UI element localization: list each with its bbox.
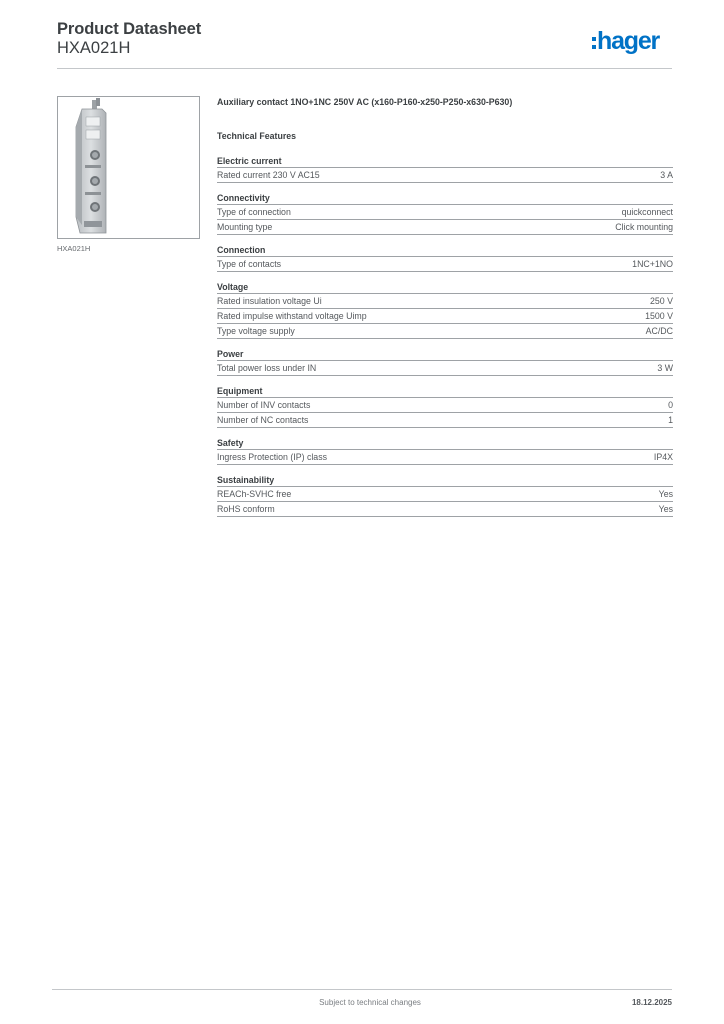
feature-section (217, 474, 673, 517)
feature-row (217, 309, 673, 324)
section-title: Equipment (217, 385, 673, 398)
document-title: Product Datasheet (57, 20, 202, 38)
feature-sections (217, 155, 673, 517)
section-title: Sustainability (217, 474, 673, 487)
feature-row (217, 257, 673, 272)
feature-label: Mounting type (217, 222, 273, 232)
section-title: Connectivity (217, 192, 673, 205)
feature-label: Type of contacts (217, 259, 282, 269)
feature-section (217, 281, 673, 339)
feature-section (217, 437, 673, 465)
feature-value: AC/DC (645, 326, 673, 336)
feature-value: Yes (658, 489, 673, 499)
feature-label: Ingress Protection (IP) class (217, 452, 327, 462)
feature-label: REACh-SVHC free (217, 489, 292, 499)
feature-value: 1500 V (645, 311, 673, 321)
feature-row (217, 450, 673, 465)
feature-row (217, 205, 673, 220)
feature-label: Rated current 230 V AC15 (217, 170, 320, 180)
feature-value: Yes (658, 504, 673, 514)
auxiliary-contact-image (58, 97, 199, 238)
feature-section (217, 348, 673, 376)
feature-section (217, 385, 673, 428)
product-image (57, 96, 200, 239)
feature-label: RoHS conform (217, 504, 275, 514)
image-caption: HXA021H (57, 244, 91, 253)
feature-section (217, 244, 673, 272)
feature-row (217, 502, 673, 517)
feature-value: Click mounting (615, 222, 673, 232)
section-title: Voltage (217, 281, 673, 294)
section-title: Connection (217, 244, 673, 257)
feature-row (217, 361, 673, 376)
feature-row (217, 487, 673, 502)
feature-row (217, 413, 673, 428)
feature-label: Type of connection (217, 207, 291, 217)
section-title: Electric current (217, 155, 673, 168)
product-description: Auxiliary contact 1NO+1NC 250V AC (x160-P160-x250-P250-x630-P630) (217, 97, 513, 107)
feature-value: IP4X (653, 452, 673, 462)
feature-value: 250 V (650, 296, 673, 306)
feature-label: Type voltage supply (217, 326, 295, 336)
footer-note: Subject to technical changes (319, 998, 421, 1007)
feature-label: Number of NC contacts (217, 415, 309, 425)
feature-row (217, 168, 673, 183)
feature-value: 1NC+1NO (632, 259, 673, 269)
feature-value: 3 A (660, 170, 673, 180)
feature-row (217, 324, 673, 339)
feature-section (217, 192, 673, 235)
feature-value: 3 W (657, 363, 673, 373)
logo-dots-icon (592, 37, 596, 49)
feature-row (217, 294, 673, 309)
hager-logo (592, 26, 659, 56)
section-title: Safety (217, 437, 673, 450)
logo-wordmark: hager (597, 27, 660, 55)
technical-features-heading: Technical Features (217, 131, 297, 141)
footer-date: 18.12.2025 (631, 998, 672, 1007)
footer-divider (52, 989, 672, 990)
feature-label: Rated impulse withstand voltage Uimp (217, 311, 367, 321)
feature-value: quickconnect (621, 207, 673, 217)
technical-content (217, 96, 673, 517)
feature-section (217, 155, 673, 183)
feature-label: Rated insulation voltage Ui (217, 296, 322, 306)
feature-label: Number of INV contacts (217, 400, 311, 410)
feature-row (217, 398, 673, 413)
feature-label: Total power loss under IN (217, 363, 317, 373)
product-code: HXA021H (57, 39, 131, 57)
feature-value: 0 (668, 400, 673, 410)
section-title: Power (217, 348, 673, 361)
header-divider (57, 68, 672, 69)
feature-value: 1 (668, 415, 673, 425)
feature-row (217, 220, 673, 235)
